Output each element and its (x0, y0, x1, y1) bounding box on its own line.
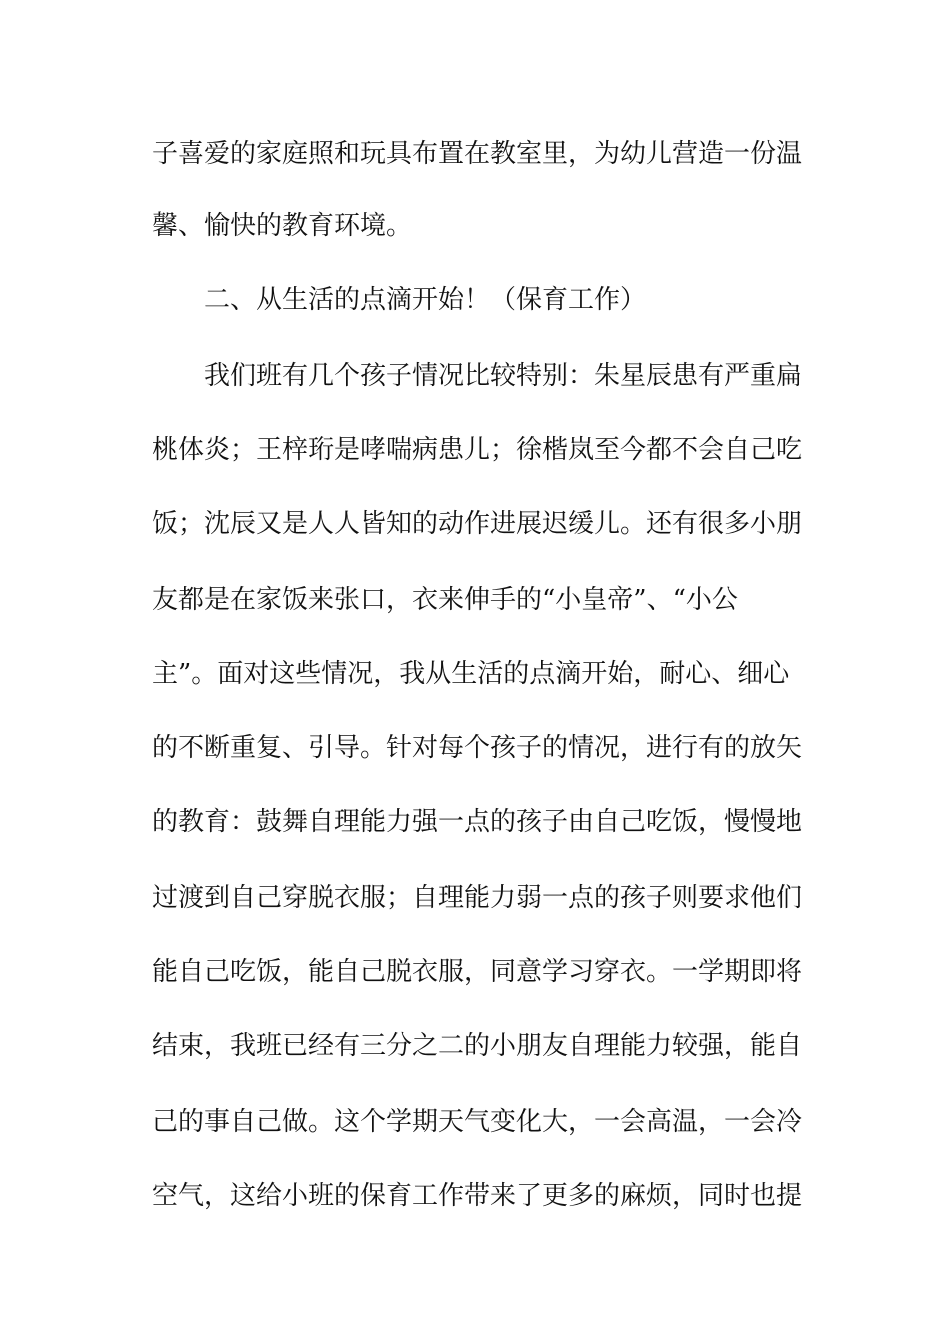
text-line: 饭；沈辰又是人人皆知的动作进展迟缓儿。还有很多小朋 (152, 509, 802, 539)
text-line: 桃体炎；王梓珩是哮喘病患儿；徐楷岚至今都不会自己吃 (152, 435, 802, 465)
text-line: 友都是在家饭来张口，衣来伸手的“小皇帝”、“小公 (152, 585, 738, 615)
text-line: 能自己吃饭，能自己脱衣服，同意学习穿衣。一学期即将 (152, 957, 802, 987)
text-line: 子喜爱的家庭照和玩具布置在教室里，为幼儿营造一份温 (152, 139, 802, 169)
text-line: 过渡到自己穿脱衣服；自理能力弱一点的孩子则要求他们 (152, 883, 802, 913)
text-line: 我们班有几个孩子情况比较特别：朱星辰患有严重扁 (204, 361, 802, 391)
section-heading: 二、从生活的点滴开始！（保育工作） (204, 285, 647, 315)
text-line: 主”。面对这些情况，我从生活的点滴开始，耐心、细心 (152, 659, 790, 689)
text-line: 己的事自己做。这个学期天气变化大，一会高温，一会冷 (152, 1107, 802, 1137)
text-line: 的教育：鼓舞自理能力强一点的孩子由自己吃饭，慢慢地 (152, 807, 802, 837)
text-line: 结束，我班已经有三分之二的小朋友自理能力较强，能自 (152, 1031, 802, 1061)
text-line: 空气，这给小班的保育工作带来了更多的麻烦，同时也提 (152, 1181, 802, 1211)
text-line: 馨、愉快的教育环境。 (152, 211, 413, 241)
text-line: 的不断重复、引导。针对每个孩子的情况，进行有的放矢 (152, 733, 802, 763)
